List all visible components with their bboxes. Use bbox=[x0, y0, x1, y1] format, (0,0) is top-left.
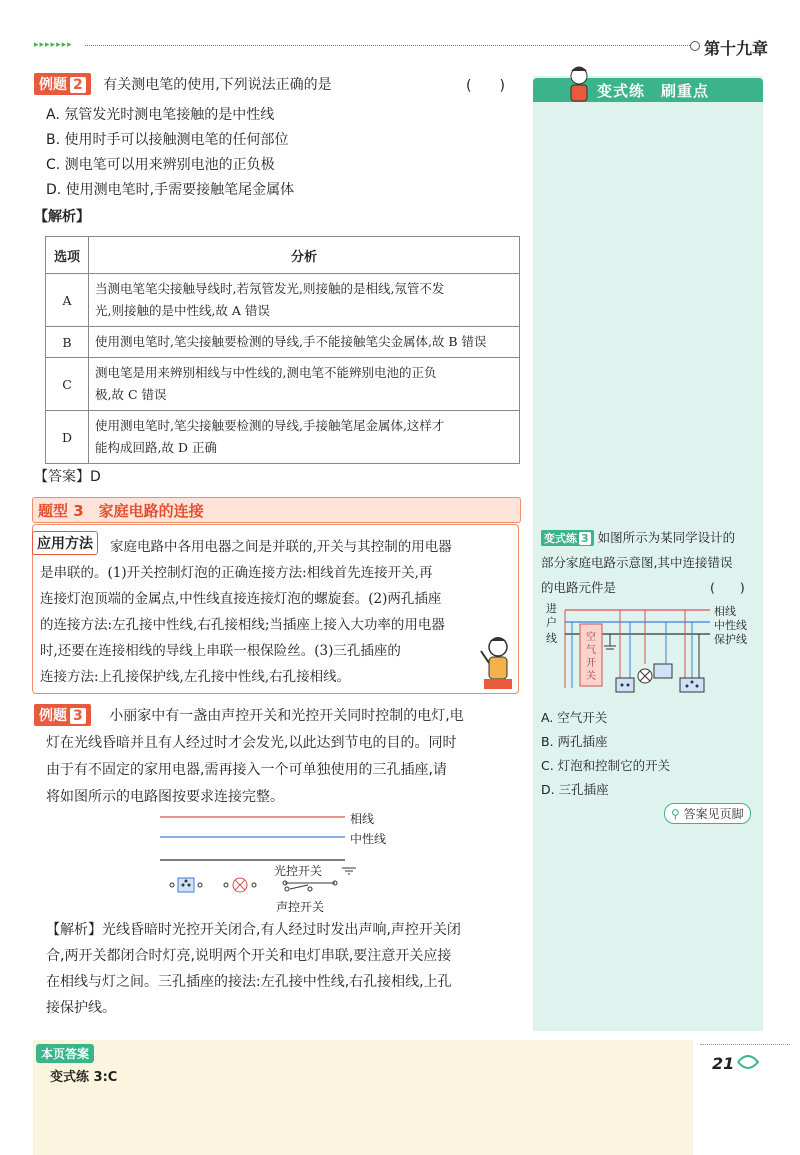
example2-heading bbox=[34, 73, 332, 95]
page-answer-area bbox=[33, 1040, 693, 1155]
method-tag: 应用方法 bbox=[32, 531, 98, 555]
page-answer-text: 变式练 3:C bbox=[50, 1070, 118, 1085]
method-line: 的连接方法:左孔接中性线,右孔接相线;当插座上接入大功率的用电器 bbox=[40, 617, 445, 633]
switch-icon bbox=[654, 664, 672, 678]
table-cell-analysis: 测电笔是用来辨别相线与中性线的,测电笔不能辨别电池的正负 极,故 C 错误 bbox=[89, 358, 520, 411]
example3-line: 灯在光线昏暗并且有人经过时才会发光,以此达到节电的目的。同时 bbox=[46, 735, 457, 751]
example3-line: 将如图所示的电路图按要求连接完整。 bbox=[46, 789, 284, 805]
pin-icon: ⚲ bbox=[671, 807, 680, 821]
practice-option-c: C. 灯泡和控制它的开关 bbox=[541, 758, 671, 773]
example3-heading bbox=[34, 704, 464, 726]
example2-option-b: B. 使用时手可以接触测电笔的任何部位 bbox=[46, 132, 289, 148]
chapter-title: 第十九章 bbox=[704, 39, 769, 58]
example2-answer: 【答案】D bbox=[34, 469, 101, 485]
section-title: 题型 3 家庭电路的连接 bbox=[38, 502, 204, 520]
label-light-switch: 光控开关 bbox=[274, 864, 323, 878]
label-ground: 保护线 bbox=[714, 633, 747, 646]
example3-analysis-line: 在相线与灯之间。三孔插座的接法:左孔接中性线,右孔接相线,上孔 bbox=[46, 974, 452, 990]
air-switch-label-2: 气 bbox=[586, 645, 596, 656]
label-live: 相线 bbox=[714, 605, 736, 618]
table-header-row bbox=[46, 237, 520, 274]
method-line: 家庭电路中各用电器之间是并联的,开关与其控制的用电器 bbox=[110, 539, 452, 555]
table-row bbox=[46, 274, 520, 327]
air-switch-label-3: 开 bbox=[586, 658, 596, 669]
example2-question: 有关测电笔的使用,下列说法正确的是 bbox=[103, 77, 332, 93]
example2-paren: ( ) bbox=[466, 78, 505, 94]
practice-banner-title: 变式练 刷重点 bbox=[597, 82, 710, 100]
method-line: 连接灯泡顶端的金属点,中性线直接连接灯泡的螺旋套。(2)两孔插座 bbox=[40, 591, 442, 607]
practice-option-d: D. 三孔插座 bbox=[541, 782, 609, 797]
practice-option-b: B. 两孔插座 bbox=[541, 734, 608, 749]
example3-line: 由于有不固定的家用电器,需再接入一个可单独使用的三孔插座,请 bbox=[46, 762, 447, 778]
label-in-2: 户 bbox=[546, 616, 557, 629]
two-pin-socket-icon bbox=[616, 678, 634, 692]
teacher-illustration-icon bbox=[478, 633, 518, 691]
practice-tag: 变式练 3 bbox=[541, 530, 594, 546]
label-sound-switch: 声控开关 bbox=[276, 900, 325, 914]
page-number: 21 bbox=[712, 1054, 735, 1073]
practice-question: 变式练 3 如图所示为某同学设计的 bbox=[541, 528, 735, 546]
method-line: 连接方法:上孔接保护线,左孔接中性线,右孔接相线。 bbox=[40, 669, 351, 685]
practice-paren: ( ) bbox=[710, 580, 745, 595]
example2-option-a: A. 氖管发光时测电笔接触的是中性线 bbox=[46, 107, 275, 123]
table-cell-option: B bbox=[46, 327, 89, 358]
example2-tag: 例题 2 bbox=[34, 73, 91, 95]
analysis-table bbox=[45, 236, 520, 464]
method-line: 是串联的。(1)开关控制灯泡的正确连接方法:相线首先连接开关,再 bbox=[40, 565, 433, 581]
table-header-analysis: 分析 bbox=[89, 237, 520, 274]
practice-option-a: A. 空气开关 bbox=[541, 710, 608, 725]
table-cell-option: D bbox=[46, 411, 89, 464]
mascot-icon bbox=[562, 64, 596, 104]
example3-analysis-line: 接保护线。 bbox=[46, 1000, 116, 1016]
table-cell-analysis: 使用测电笔时,笔尖接触要检测的导线,手不能接触笔尖金属体,故 B 错误 bbox=[89, 327, 520, 358]
header-arrows: ▸▸▸▸▸▸▸ bbox=[34, 40, 73, 50]
label-in-3: 线 bbox=[546, 632, 557, 645]
table-row bbox=[46, 411, 520, 464]
example2-option-d: D. 使用测电笔时,手需要接触笔尾金属体 bbox=[46, 182, 295, 198]
table-cell-option: C bbox=[46, 358, 89, 411]
header-circle bbox=[690, 41, 700, 51]
header-rule bbox=[85, 45, 690, 46]
label-neutral: 中性线 bbox=[714, 619, 747, 632]
page-answer-tag: 本页答案 bbox=[36, 1044, 94, 1063]
practice-question-line: 部分家庭电路示意图,其中连接错误 bbox=[541, 555, 733, 570]
table-cell-option: A bbox=[46, 274, 89, 327]
table-row bbox=[46, 358, 520, 411]
three-pin-socket-icon bbox=[680, 678, 704, 692]
air-switch-label-4: 关 bbox=[586, 671, 596, 682]
page-number-rule bbox=[700, 1044, 790, 1045]
air-switch-label-1: 空 bbox=[586, 632, 596, 643]
example3-line: 小丽家中有一盏由声控开关和光控开关同时控制的电灯,电 bbox=[109, 708, 464, 724]
example2-analysis-label: 【解析】 bbox=[34, 209, 90, 225]
example2-option-c: C. 测电笔可以用来辨别电池的正负极 bbox=[46, 157, 275, 173]
method-line: 时,还要在连接相线的导线上串联一根保险丝。(3)三孔插座的 bbox=[40, 643, 401, 659]
label-in-1: 进 bbox=[546, 602, 557, 615]
table-row bbox=[46, 327, 520, 358]
example3-analysis-line: 合,两开关都闭合时灯亮,说明两个开关和电灯串联,要注意开关应接 bbox=[46, 948, 452, 964]
label-neutral: 中性线 bbox=[350, 832, 387, 846]
label-live: 相线 bbox=[350, 812, 375, 826]
table-header-option: 选项 bbox=[46, 237, 89, 274]
table-cell-analysis: 使用测电笔时,笔尖接触要检测的导线,手接触笔尾金属体,这样才 能构成回路,故 D 正确 bbox=[89, 411, 520, 464]
page-corner-icon bbox=[734, 1050, 762, 1074]
example3-analysis-line: 【解析】光线昏暗时光控开关闭合,有人经过时发出声响,声控开关闭 bbox=[46, 922, 461, 938]
table-cell-analysis: 当测电笔笔尖接触导线时,若氖管发光,则接触的是相线,氖管不发 光,则接触的是中性线,故 A 错误 bbox=[89, 274, 520, 327]
practice-question-line: 的电路元件是 bbox=[541, 580, 617, 595]
answer-footer-note: ⚲ 答案见页脚 bbox=[664, 803, 751, 824]
example3-tag: 例题 3 bbox=[34, 704, 91, 726]
